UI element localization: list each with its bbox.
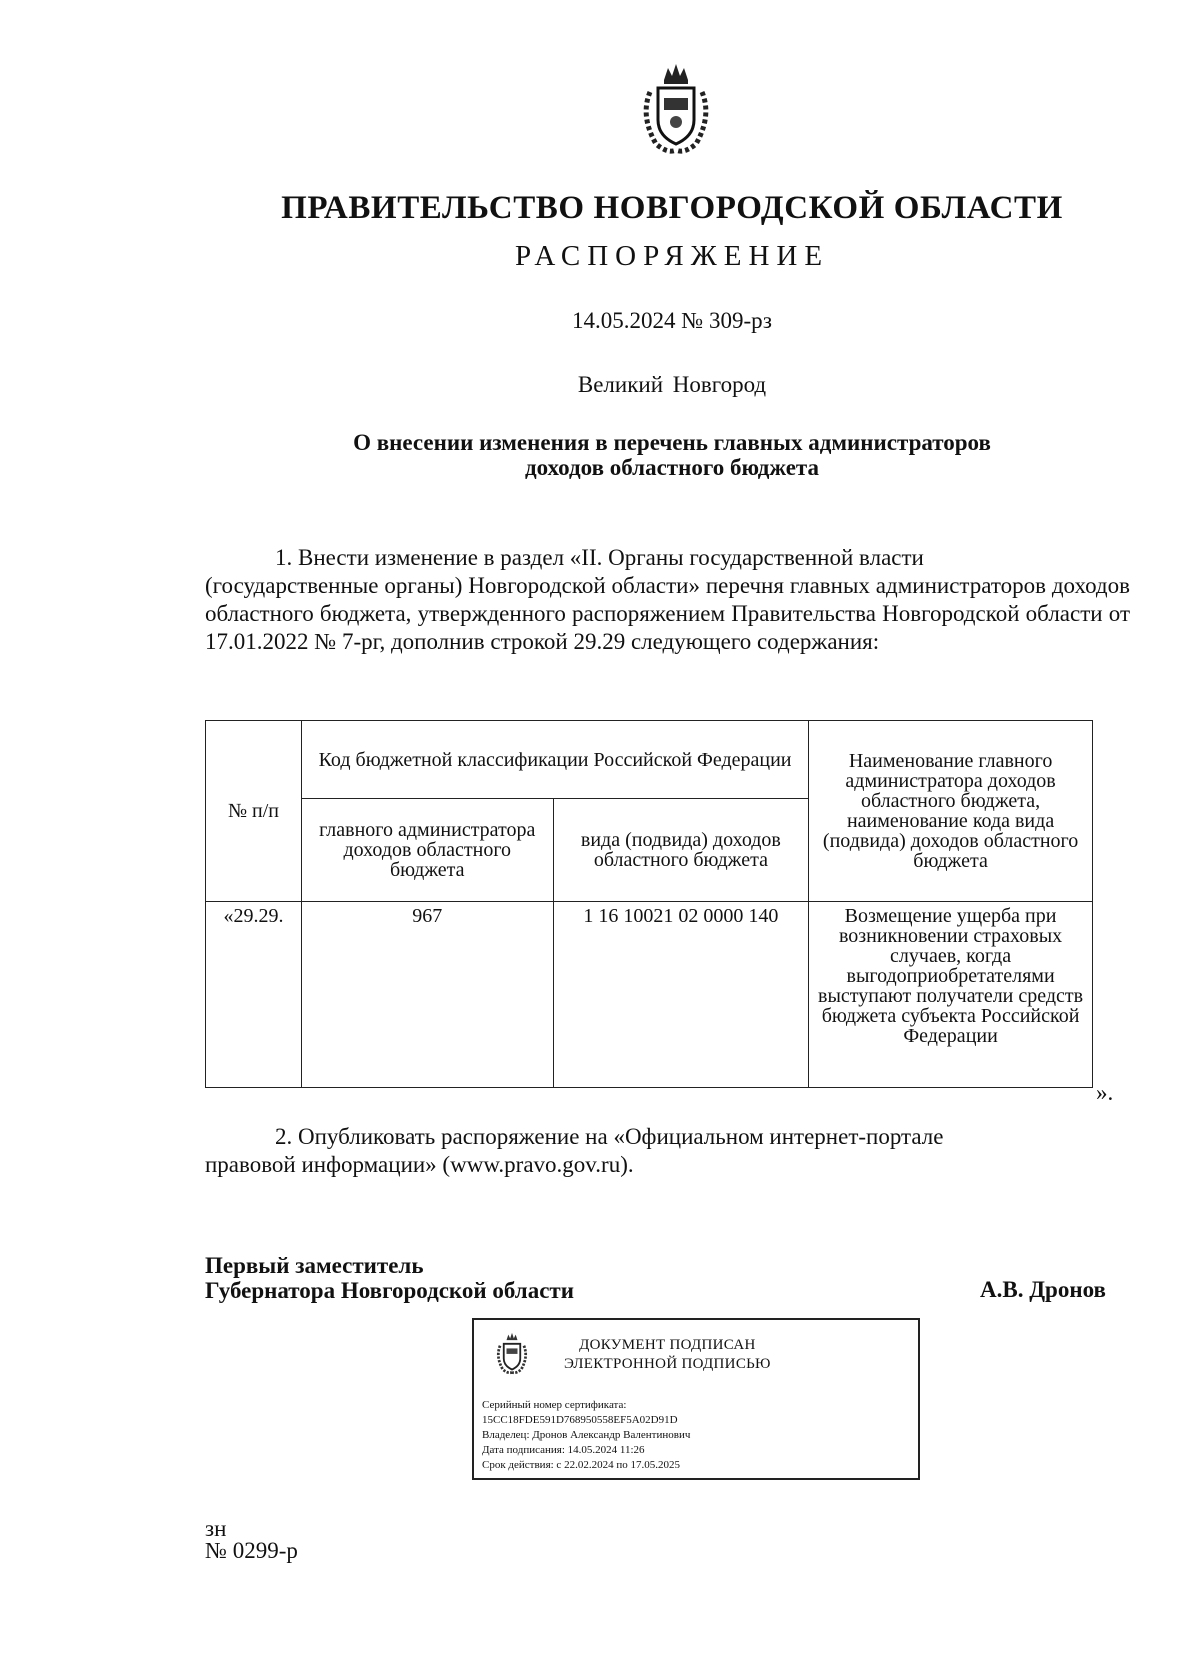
subject-line: доходов областного бюджета	[524, 455, 820, 480]
doc-kind: РАСПОРЯЖЕНИЕ	[514, 240, 830, 272]
stamp-heading-line: ЭЛЕКТРОННОЙ ПОДПИСЬЮ	[564, 1356, 771, 1372]
document-subject	[0, 430, 1200, 480]
signer-title-line: Первый заместитель	[205, 1253, 424, 1278]
footer-registry	[205, 1518, 298, 1562]
cell-num: «29.29.	[206, 902, 302, 1088]
stamp-heading-line: ДОКУМЕНТ ПОДПИСАН	[579, 1337, 756, 1353]
e-signature-stamp	[472, 1318, 920, 1480]
cert-owner: Владелец: Дронов Александр Валентинович	[482, 1429, 691, 1441]
org-title: ПРАВИТЕЛЬСТВО НОВГОРОДСКОЙ ОБЛАСТИ	[281, 190, 1063, 226]
coat-of-arms-icon	[628, 58, 724, 158]
signer-name: А.В. Дронов	[980, 1277, 1106, 1302]
cert-label: Серийный номер сертификата:	[482, 1399, 627, 1411]
paragraph-1	[205, 544, 1130, 656]
city: Великий Новгород	[577, 372, 767, 397]
paragraph-2	[205, 1123, 1130, 1179]
paragraph-1-rest: (государственные органы) Новгородской области» перечня главных администраторов доходов областного бюджета, утвержденного распоряжением Правительства Новгородской области от 17.01.2022 № 7-рг, дополнив строкой 29.29 следующего содержания:	[205, 573, 1130, 654]
coat-of-arms-icon	[490, 1330, 534, 1376]
cert-number: 15CC18FDE591D768950558EF5A02D91D	[482, 1414, 678, 1426]
cell-admin-code: 967	[301, 902, 553, 1088]
subject-line: О внесении изменения в перечень главных администраторов	[353, 430, 991, 455]
paragraph-2-rest: правовой информации» (www.pravo.gov.ru).	[205, 1152, 634, 1177]
validity: Срок действия: с 22.02.2024 по 17.05.2025	[482, 1459, 680, 1471]
paragraph-2-first-line: 2. Опубликовать распоряжение на «Официальном интернет-портале	[275, 1124, 944, 1149]
footer-line: № 0299-р	[205, 1538, 298, 1563]
signer-title	[205, 1253, 574, 1303]
col-kind-header: вида (подвида) доходов областного бюджета	[553, 799, 809, 902]
col-admin-header: главного администратора доходов областного бюджета	[301, 799, 553, 902]
stamp-heading	[564, 1336, 771, 1374]
footer-line: зн	[205, 1516, 227, 1541]
signed-at: Дата подписания: 14.05.2024 11:26	[482, 1444, 645, 1456]
amendment-table	[205, 720, 1093, 1088]
stamp-details	[482, 1398, 690, 1473]
table-row	[206, 902, 1093, 1088]
paragraph-1-first-line: 1. Внести изменение в раздел «II. Органы государственной власти	[275, 545, 924, 570]
cell-name: Возмещение ущерба при возникновении страховых случаев, когда выгодоприобретателями выступают получатели средств бюджета субъекта Российской Федерации	[809, 902, 1093, 1088]
col-name-header: Наименование главного администратора доходов областного бюджета, наименование кода вида (подвида) доходов областного бюджета	[809, 721, 1093, 902]
col-num-header: № п/п	[206, 721, 302, 902]
signer-title-line: Губернатора Новгородской области	[205, 1278, 574, 1303]
col-group-header: Код бюджетной классификации Российской Федерации	[301, 721, 808, 799]
closing-quote: ».	[1096, 1080, 1114, 1105]
cell-kind-code: 1 16 10021 02 0000 140	[553, 902, 809, 1088]
doc-date-number: 14.05.2024 № 309-рз	[572, 308, 772, 333]
